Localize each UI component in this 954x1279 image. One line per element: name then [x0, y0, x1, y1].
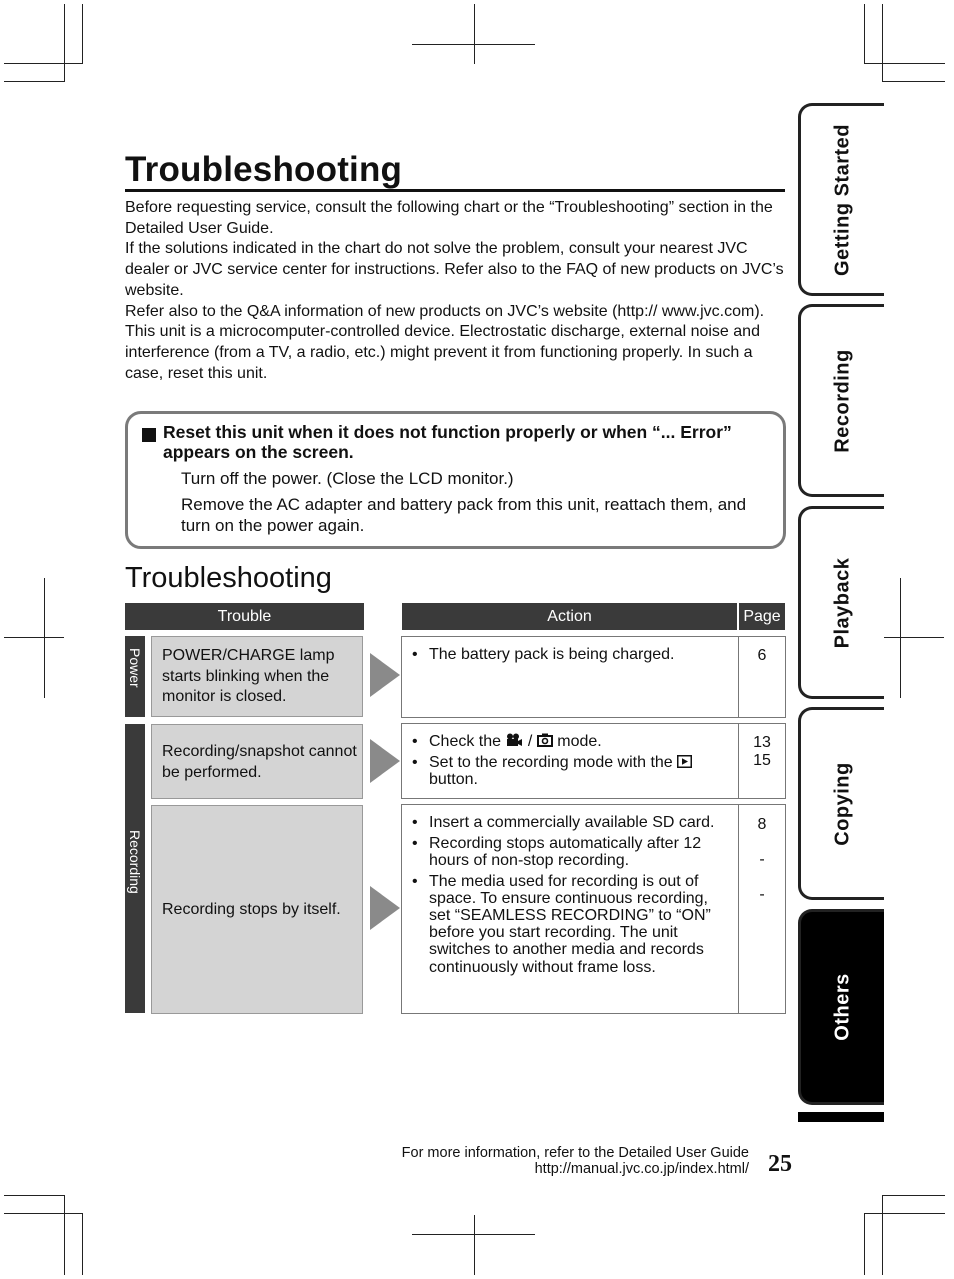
action-item: • Insert a commercially available SD card.: [412, 814, 715, 831]
trouble-cell: [151, 805, 363, 1014]
tab-others[interactable]: [798, 909, 884, 1105]
tab-recording[interactable]: [798, 304, 884, 497]
tab-label: Playback: [831, 557, 853, 648]
page-ref: -: [759, 851, 765, 868]
intro-paragraph: Before requesting service, consult the following chart or the “Troubleshooting” section in the Detailed User Guide.: [125, 199, 773, 237]
intro-text: [125, 198, 790, 384]
tab-label: Others: [831, 973, 853, 1041]
intro-paragraph: Refer also to the Q&A information of new products on JVC’s website (http:// www.jvc.com).: [125, 302, 765, 320]
trouble-header: Trouble: [125, 603, 364, 630]
trouble-cell: [151, 636, 363, 717]
tab-label: Getting Started: [831, 123, 853, 276]
reset-box: [125, 411, 786, 549]
arrow-right-icon: [370, 739, 400, 783]
page-refs: [739, 807, 785, 912]
trouble-text: Recording/snapshot cannot be performed.: [162, 743, 357, 781]
tab-playback[interactable]: [798, 506, 884, 699]
still-camera-icon: [537, 733, 553, 747]
play-button-icon: [677, 755, 692, 768]
category-recording: [125, 724, 145, 1013]
action-item: • The media used for recording is out of space. To ensure continuous recording, set “SEAMLESS RECORDING” to “ON” before you start recording. The unit switches to another media and records continuously without frame loss.: [412, 872, 711, 976]
page-ref: 13: [753, 734, 771, 751]
page-header: Page: [739, 603, 785, 630]
page-ref: 8: [757, 816, 767, 833]
tab-getting-started[interactable]: [798, 103, 884, 296]
page-ref: 15: [753, 752, 771, 769]
action-cell: [401, 636, 786, 718]
trouble-text: Recording stops by itself.: [162, 901, 341, 918]
tab-label: Copying: [831, 761, 853, 846]
video-camera-icon: [505, 733, 523, 747]
action-header: Action: [402, 603, 737, 630]
reset-step: Turn off the power. (Close the LCD monitor.): [181, 469, 514, 488]
page-ref: 6: [757, 647, 767, 664]
tab-copying[interactable]: [798, 707, 884, 900]
category-label: Recording: [127, 830, 143, 894]
page-refs: [739, 734, 785, 770]
action-cell: [401, 723, 786, 799]
arrow-right-icon: [370, 653, 400, 697]
intro-paragraph: If the solutions indicated in the chart do not solve the problem, consult your nearest JVC dealer or JVC service center for instructions. Refer also to the FAQ of new products on JVC’s website.: [125, 240, 784, 299]
trouble-text: POWER/CHARGE lamp starts blinking when the monitor is closed.: [162, 647, 335, 705]
tab-bar: [798, 1112, 884, 1122]
page-title: Troubleshooting: [125, 150, 403, 189]
page-number: 25: [768, 1151, 792, 1177]
action-item: • Recording stops automatically after 12 hours of non-stop recording.: [412, 834, 702, 869]
action-cell: [401, 804, 786, 1014]
action-item: • The battery pack is being charged.: [412, 646, 675, 663]
action-item: • Set to the recording mode with the button.: [412, 754, 732, 788]
reset-heading: Reset this unit when it does not function properly or when “... Error” appears on the screen.: [163, 422, 732, 462]
page-refs: [739, 647, 785, 665]
reset-step: Remove the AC adapter and battery pack from this unit, reattach them, and turn on the power again.: [181, 495, 747, 535]
intro-paragraph: This unit is a microcomputer-controlled device. Electrostatic discharge, external noise and interference (from a TV, a radio, etc.) might prevent it from functioning properly. In such a case, reset this unit.: [125, 323, 760, 382]
footer-line: For more information, refer to the Detailed User Guide: [401, 1145, 749, 1161]
tab-label: Recording: [831, 348, 853, 453]
footer-url: http://manual.jvc.co.jp/index.html/: [534, 1161, 749, 1177]
footer-note: [402, 1145, 749, 1177]
category-label: Power: [127, 648, 143, 688]
square-bullet-icon: [142, 428, 156, 442]
title-rule: [125, 189, 785, 192]
section-heading: Troubleshooting: [125, 562, 332, 594]
trouble-cell: [151, 724, 363, 799]
action-item: • Check the / mode.: [412, 733, 602, 750]
page-ref: -: [759, 886, 765, 903]
category-power: [125, 636, 145, 717]
arrow-right-icon: [370, 886, 400, 930]
